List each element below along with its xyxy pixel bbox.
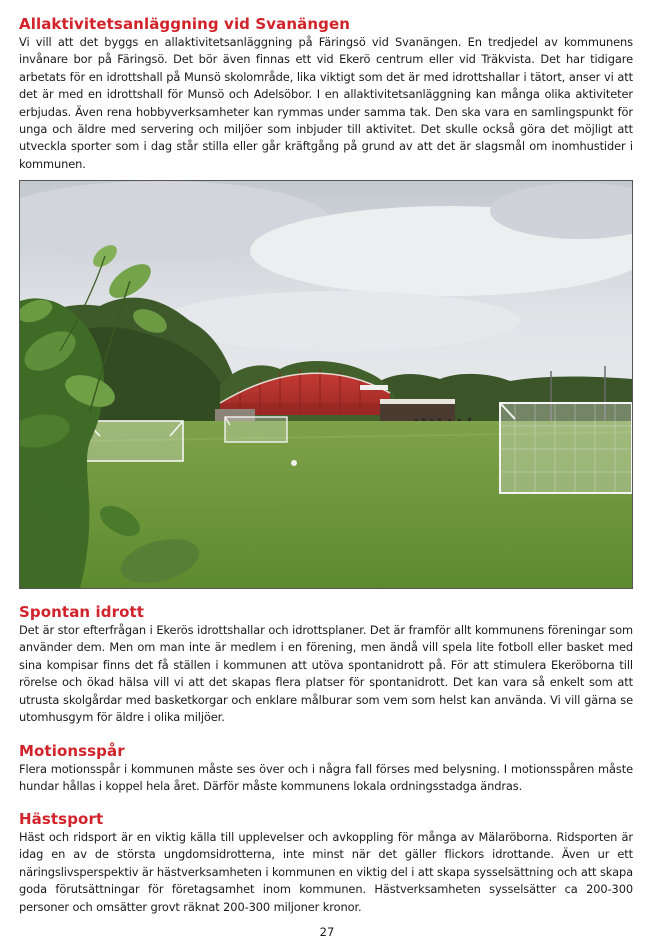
section-paragraph: Häst och ridsport är en viktig källa till upplevelser och avkoppling för många av Mälaröborna. Ridsporten är idag en av de största ungdomsidrotterna, inte minst när det gäller flickors idrottande. Även ur ett näringslivsperspektiv är hästverksamheten i kommunen en viktig del i att skapa sysselsättning och att skapa goda förutsättningar för företagsamhet inom kommunen. Hästverksamheten sysselsätter ca 200-300 personer och omsätter grovt räknat 200-300 miljoner kronor. [19, 830, 633, 914]
section-paragraph: Flera motionsspår i kommunen måste ses över och i några fall förses med belysning. I motionsspåren måste hundar hållas i koppel hela året. Därför måste kommunens lokala ordningsstadga ändras. [19, 762, 633, 794]
section-heading: Motionsspår [19, 742, 125, 760]
section-paragraph: Det är stor efterfrågan i Ekerös idrottshallar och idrottsplaner. Det är framför allt kommunens föreningar som använder dem. Men om man inte är medlem i en förening, men ändå vill spela lite fotboll eller basket med sina kompisar finns det få ställen i kommunen att utöva spontanidrott på. För att stimulera Ekeröborna till rörelse och ökad hälsa vill vi att det skapas flera platser för spontanidrott. Det kan vara så enkelt som att utrusta skolgårdar med basketkorgar och enklare målburar som vem som helst kan använda. Vi vill gärna se utomhusgym för äldre i olika miljöer. [19, 623, 633, 725]
section-paragraph: Vi vill att det byggs en allaktivitetsanläggning på Färingsö vid Svanängen. En tredjedel av kommunens invånare bor på Färingsö. Det bör även finnas ett vid Ekerö centrum eller vid Träkvista. Det har tidigare arbetats för en idrottshall på Munsö skolområde, lika viktigt som det är med idrottshallar i tätort, anser vi att det är med en idrottshall för Munsö och Adelsöbor. I en allaktivitetsanläggning kan många olika aktiviteter erbjudas. Även rena hobbyverksamheter kan rymmas under samma tak. Den ska vara en samlingspunkt för unga och äldre med servering och miljöer som inbjuder till aktivitet. Det skulle också göra det möjligt att utveckla sporter som i dag står stilla eller går kräftgång på grund av att det är slagsmål om inomhustider i kommunen. [19, 35, 633, 171]
section-heading: Hästsport [19, 810, 104, 828]
sports-field-photo [19, 180, 633, 589]
section-spontan-idrott [19, 602, 633, 726]
section-heading: Allaktivitetsanläggning vid Svanängen [19, 15, 351, 33]
section-motionsspar [19, 741, 633, 796]
section-heading: Spontan idrott [19, 603, 145, 621]
page-number: 27 [319, 925, 335, 939]
section-hastsport [19, 809, 633, 916]
section-allaktivitet [19, 14, 633, 173]
